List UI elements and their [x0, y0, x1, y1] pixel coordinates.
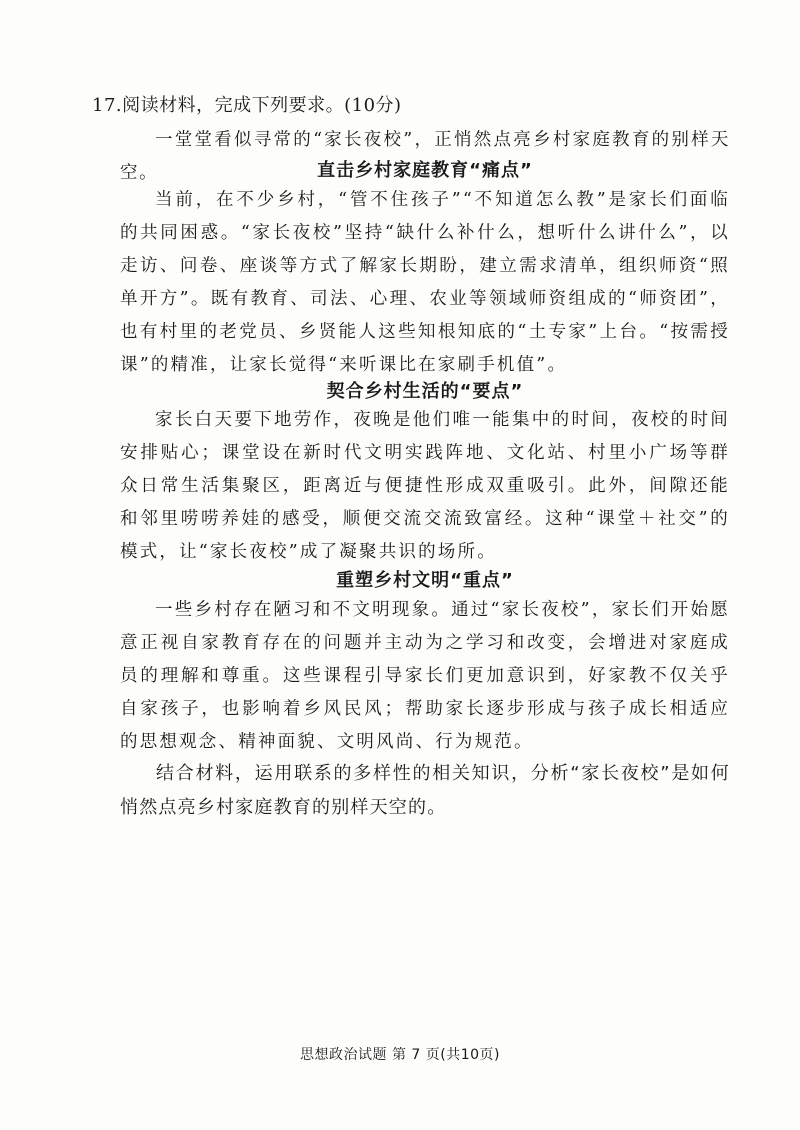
section-heading-pain-point: 直击乡村家庭教育“痛点”: [317, 160, 533, 181]
question-intro: 一堂堂看似寻常的“家长夜校”，正悄然点亮乡村家庭教育的别样天空。: [120, 130, 730, 183]
question-prompt: 结合材料，运用联系的多样性的相关知识，分析“家长夜校”是如何悄然点亮乡村家庭教育的别样天空的。: [120, 763, 730, 818]
section-heading-focus-point: 重塑乡村文明“重点”: [336, 570, 514, 591]
section-body-pain-point: 当前，在不少乡村，“管不住孩子”“不知道怎么教”是家长们面临的共同困惑。“家长夜校”坚持“缺什么补什么，想听什么讲什么”，以走访、问卷、座谈等方式了解家长期盼，建立需求清单，组织师资“照单开方”。既有教育、司法、心理、农业等领域师资组成的“师资团”，也有村里的老党员、乡贤能人这些知根知底的“土专家”上台。“按需授课”的精准，让家长觉得“来听课比在家刷手机值”。: [120, 190, 730, 375]
section-heading-key-point: 契合乡村生活的“要点”: [326, 381, 524, 402]
question-title: 17.阅读材料，完成下列要求。(10分): [92, 95, 402, 116]
section-body-focus-point: 一些乡村存在陋习和不文明现象。通过“家长夜校”，家长们开始愿意正视自家教育存在的问题并主动为之学习和改变，会增进对家庭成员的理解和尊重。这些课程引导家长们更加意识到，好家教不仅关乎自家孩子，也影响着乡风民风；帮助家长逐步形成与孩子成长相适应的思想观念、精神面貌、文明风尚、行为规范。: [120, 600, 730, 752]
page-footer: 思想政治试题 第 7 页(共10页): [300, 1047, 500, 1063]
section-body-key-point: 家长白天要下地劳作，夜晚是他们唯一能集中的时间，夜校的时间安排贴心；课堂设在新时代文明实践阵地、文化站、村里小广场等群众日常生活集聚区，距离近与便捷性形成双重吸引。此外，间隙还能和邻里唠唠养娃的感受，顺便交流交流致富经。这种“课堂＋社交”的模式，让“家长夜校”成了凝聚共识的场所。: [120, 410, 730, 562]
